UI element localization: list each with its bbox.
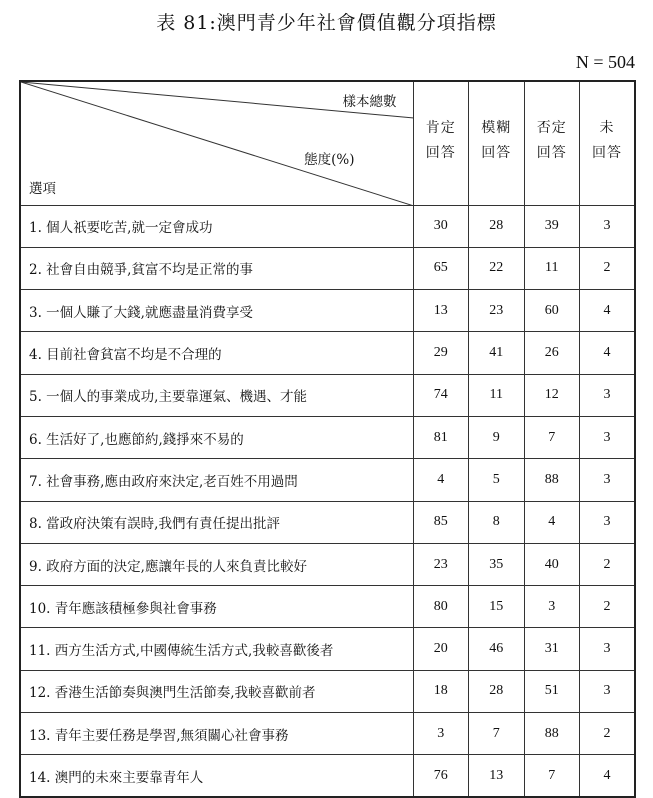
ambiguous-value: 9 — [469, 416, 525, 458]
affirmative-value: 18 — [413, 670, 469, 712]
ambiguous-value: 8 — [469, 501, 525, 543]
table-row — [20, 332, 635, 374]
item-label: 9. 政府方面的決定,應讓年長的人來負責比較好 — [20, 543, 413, 585]
affirmative-value: 30 — [413, 205, 469, 247]
page-title: 表 81:澳門青少年社會價值觀分項指標 — [156, 12, 497, 34]
column-header-ambiguous — [469, 81, 525, 205]
ambiguous-value: 28 — [469, 205, 525, 247]
column-header-no-answer — [580, 81, 636, 205]
negative-value: 88 — [524, 459, 580, 501]
table-row — [20, 205, 635, 247]
table-row — [20, 374, 635, 416]
no-answer-value: 3 — [580, 205, 636, 247]
column-header-line: 模糊 — [481, 120, 512, 136]
negative-value: 39 — [524, 205, 580, 247]
affirmative-value: 81 — [413, 416, 469, 458]
table-header-row — [20, 81, 635, 205]
item-label: 11. 西方生活方式,中國傳統生活方式,我較喜歡後者 — [20, 628, 413, 670]
column-header-negative — [524, 81, 580, 205]
item-label: 3. 一個人賺了大錢,就應盡量消費享受 — [20, 290, 413, 332]
ambiguous-value: 35 — [469, 543, 525, 585]
table-body — [20, 205, 635, 797]
column-header-line: 回答 — [592, 145, 622, 161]
no-answer-value: 2 — [580, 247, 636, 289]
affirmative-value: 29 — [413, 332, 469, 374]
column-header-line: 回答 — [536, 145, 567, 161]
ambiguous-value: 13 — [469, 755, 525, 797]
item-label: 14. 澳門的未來主要靠青年人 — [20, 755, 413, 797]
affirmative-value: 74 — [413, 374, 469, 416]
table-row — [20, 459, 635, 501]
table-row — [20, 290, 635, 332]
diagonal-header-cell — [20, 81, 413, 205]
table-row — [20, 416, 635, 458]
negative-value: 31 — [524, 628, 580, 670]
corner-attitude-label: 態度(%) — [304, 152, 355, 168]
no-answer-value: 4 — [580, 290, 636, 332]
affirmative-value: 23 — [413, 543, 469, 585]
affirmative-value: 76 — [413, 755, 469, 797]
no-answer-value: 2 — [580, 713, 636, 755]
no-answer-value: 3 — [580, 374, 636, 416]
ambiguous-value: 11 — [469, 374, 525, 416]
item-label: 10. 青年應該積極參與社會事務 — [20, 586, 413, 628]
affirmative-value: 3 — [413, 713, 469, 755]
negative-value: 7 — [524, 416, 580, 458]
ambiguous-value: 22 — [469, 247, 525, 289]
column-header-line: 肯定 — [425, 120, 456, 136]
ambiguous-value: 15 — [469, 586, 525, 628]
table-row — [20, 501, 635, 543]
no-answer-value: 3 — [580, 459, 636, 501]
ambiguous-value: 23 — [469, 290, 525, 332]
column-header-affirmative — [413, 81, 469, 205]
negative-value: 88 — [524, 713, 580, 755]
column-header-line: 回答 — [481, 145, 512, 161]
table-row — [20, 670, 635, 712]
affirmative-value: 85 — [413, 501, 469, 543]
no-answer-value: 4 — [580, 755, 636, 797]
table-row — [20, 247, 635, 289]
item-label: 2. 社會自由競爭,貧富不均是正常的事 — [20, 247, 413, 289]
survey-table — [19, 80, 636, 798]
ambiguous-value: 28 — [469, 670, 525, 712]
column-header-line: 否定 — [536, 120, 567, 136]
no-answer-value: 2 — [580, 586, 636, 628]
no-answer-value: 3 — [580, 416, 636, 458]
negative-value: 3 — [524, 586, 580, 628]
affirmative-value: 80 — [413, 586, 469, 628]
table-row — [20, 628, 635, 670]
item-label: 7. 社會事務,應由政府來決定,老百姓不用過問 — [20, 459, 413, 501]
item-label: 6. 生活好了,也應節約,錢掙來不易的 — [20, 416, 413, 458]
item-label: 13. 青年主要任務是學習,無須關心社會事務 — [20, 713, 413, 755]
column-header-line: 回答 — [425, 145, 456, 161]
negative-value: 26 — [524, 332, 580, 374]
item-label: 4. 目前社會貧富不均是不合理的 — [20, 332, 413, 374]
item-label: 12. 香港生活節奏與澳門生活節奏,我較喜歡前者 — [20, 670, 413, 712]
table-row — [20, 586, 635, 628]
no-answer-value: 4 — [580, 332, 636, 374]
affirmative-value: 65 — [413, 247, 469, 289]
item-label: 1. 個人祇要吃苦,就一定會成功 — [20, 205, 413, 247]
table-row — [20, 713, 635, 755]
corner-items-label: 選項 — [29, 180, 56, 197]
table-row — [20, 543, 635, 585]
ambiguous-value: 5 — [469, 459, 525, 501]
no-answer-value: 3 — [580, 628, 636, 670]
affirmative-value: 13 — [413, 290, 469, 332]
negative-value: 12 — [524, 374, 580, 416]
affirmative-value: 4 — [413, 459, 469, 501]
ambiguous-value: 7 — [469, 713, 525, 755]
ambiguous-value: 41 — [469, 332, 525, 374]
sample-size-label: N = 504 — [575, 52, 635, 72]
item-label: 5. 一個人的事業成功,主要靠運氣、機遇、才能 — [20, 374, 413, 416]
negative-value: 11 — [524, 247, 580, 289]
negative-value: 7 — [524, 755, 580, 797]
affirmative-value: 20 — [413, 628, 469, 670]
negative-value: 60 — [524, 290, 580, 332]
ambiguous-value: 46 — [469, 628, 525, 670]
negative-value: 4 — [524, 501, 580, 543]
corner-samples-label: 樣本總數 — [342, 94, 397, 110]
negative-value: 51 — [524, 670, 580, 712]
no-answer-value: 3 — [580, 501, 636, 543]
no-answer-value: 3 — [580, 670, 636, 712]
column-header-line: 未 — [599, 120, 615, 136]
no-answer-value: 2 — [580, 543, 636, 585]
table-row — [20, 755, 635, 797]
item-label: 8. 當政府決策有誤時,我們有責任提出批評 — [20, 501, 413, 543]
negative-value: 40 — [524, 543, 580, 585]
